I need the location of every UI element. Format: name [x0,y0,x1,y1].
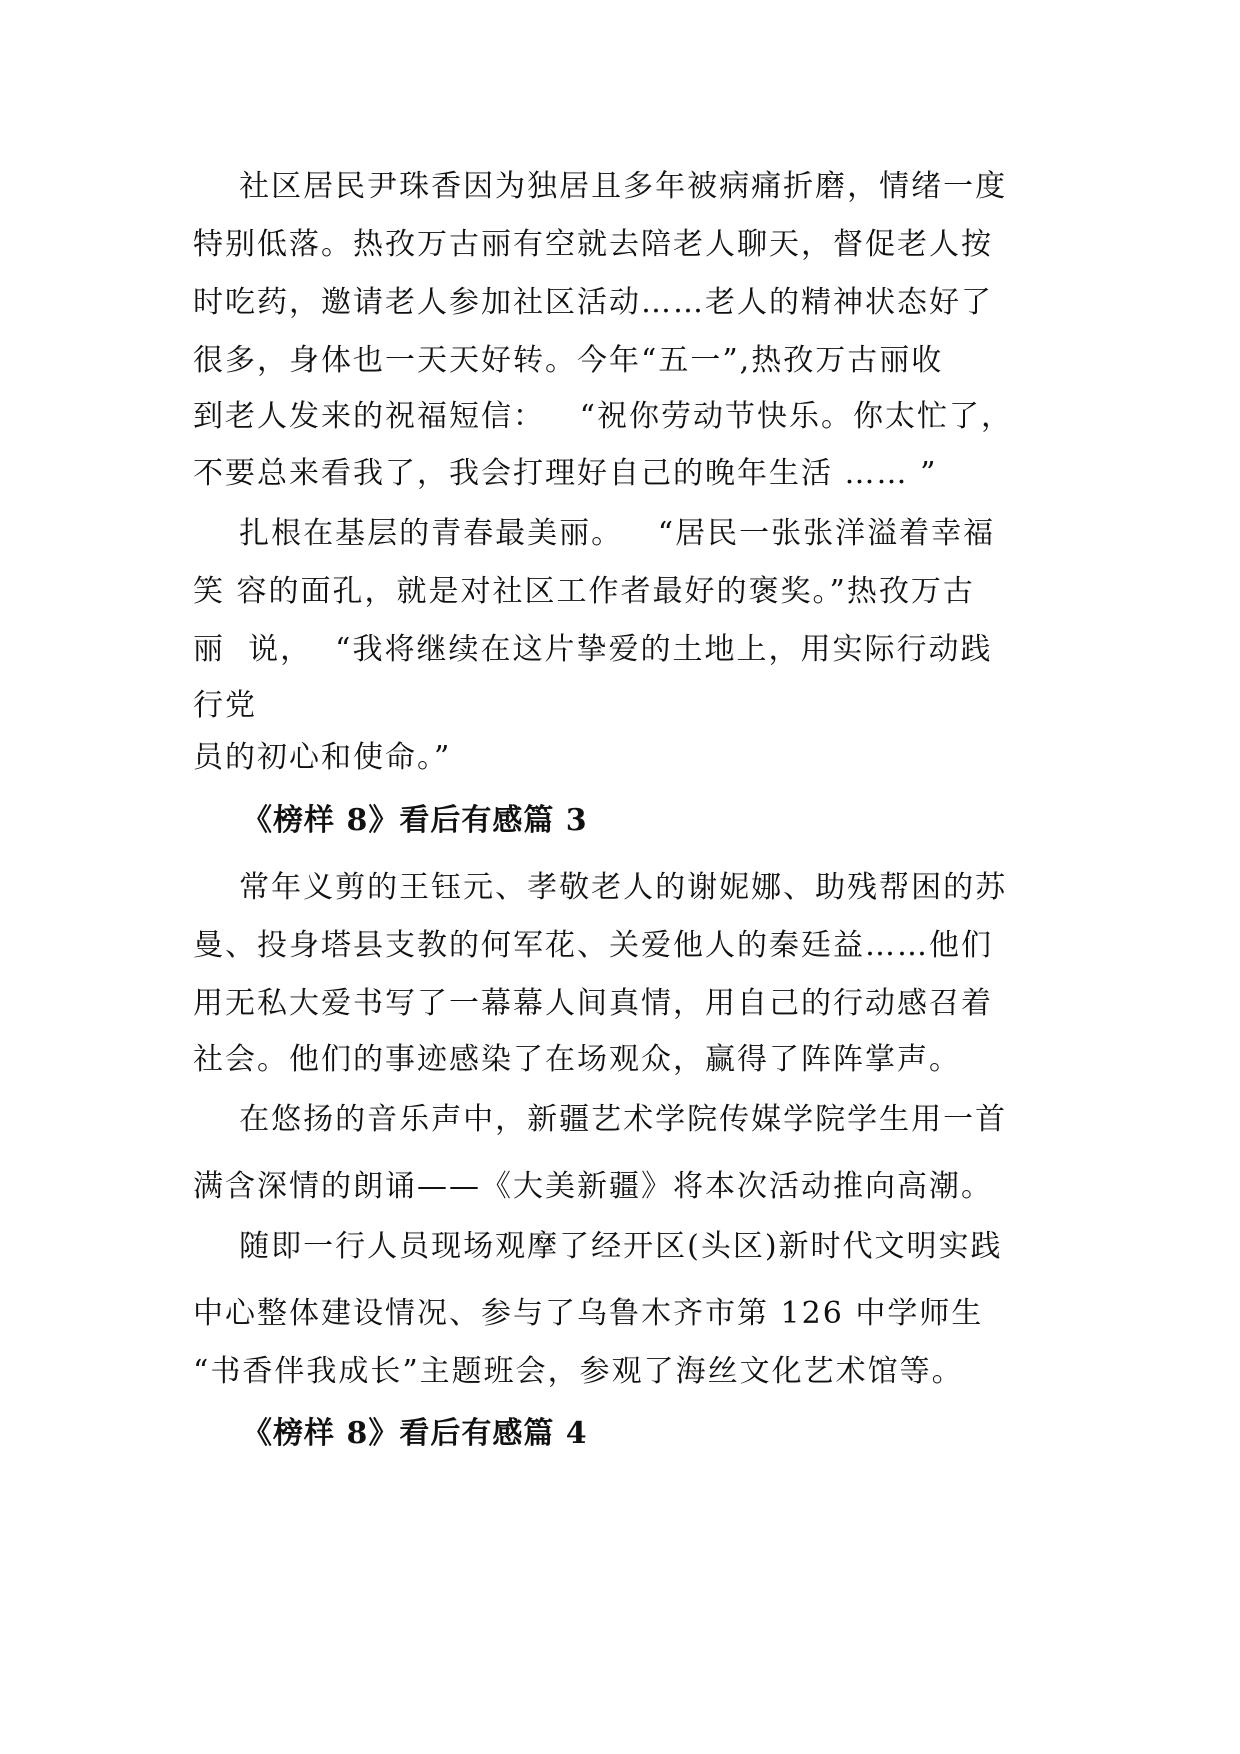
paragraph-line: 用无私大爱书写了一幕幕人间真情，用自己的行动感召着 [193,986,993,1021]
section-heading: 《榜样 8》看后有感篇 4 [242,1416,588,1451]
paragraph-line: 到老人发来的祝福短信： “祝你劳动节快乐。你太忙了， [193,399,1013,434]
paragraph-line: 时吃药，邀请老人参加社区活动……老人的精神状态好了 [193,285,993,320]
paragraph-line: 中心整体建设情况、参与了乌鲁木齐市第 126 中学师生 [193,1296,984,1331]
paragraph-line: 随即一行人员现场观摩了经开区(头区)新时代文明实践 [193,1229,1003,1264]
paragraph-line: 笑 容的面孔，就是对社区工作者最好的褒奖。”热孜万古 [193,574,975,609]
paragraph-line: 在悠扬的音乐声中，新疆艺术学院传媒学院学生用一首 [193,1102,1008,1137]
paragraph-line: 满含深情的朗诵——《大美新疆》将本次活动推向高潮。 [193,1169,993,1204]
paragraph-line: 特别低落。热孜万古丽有空就去陪老人聊天，督促老人按 [193,227,993,262]
paragraph-line: 不要总来看我了，我会打理好自己的晚年生活 …… ” [193,456,938,491]
paragraph-line: 社会。他们的事迹感染了在场观众，赢得了阵阵掌声。 [193,1042,961,1077]
paragraph-line: 社区居民尹珠香因为独居且多年被病痛折磨，情绪一度 [193,169,1008,204]
paragraph-line: 丽 说， “我将继续在这片挚爱的土地上，用实际行动践 [193,632,993,667]
paragraph-line: 常年义剪的王钰元、孝敬老人的谢妮娜、助残帮困的苏 [193,870,1008,905]
paragraph-line: 员的初心和使命。” [193,740,452,775]
paragraph-line: 很多，身体也一天天好转。今年“五一”,热孜万古丽收 [193,343,944,378]
paragraph-line: 曼、投身塔县支教的何军花、关爱他人的秦廷益……他们 [193,928,993,963]
paragraph-line: 行党 [193,688,257,723]
paragraph-line: “书香伴我成长”主题班会，参观了海丝文化艺术馆等。 [193,1354,964,1389]
paragraph-line: 扎根在基层的青春最美丽。 “居民一张张洋溢着幸福 [193,516,996,551]
section-heading: 《榜样 8》看后有感篇 3 [242,803,588,838]
